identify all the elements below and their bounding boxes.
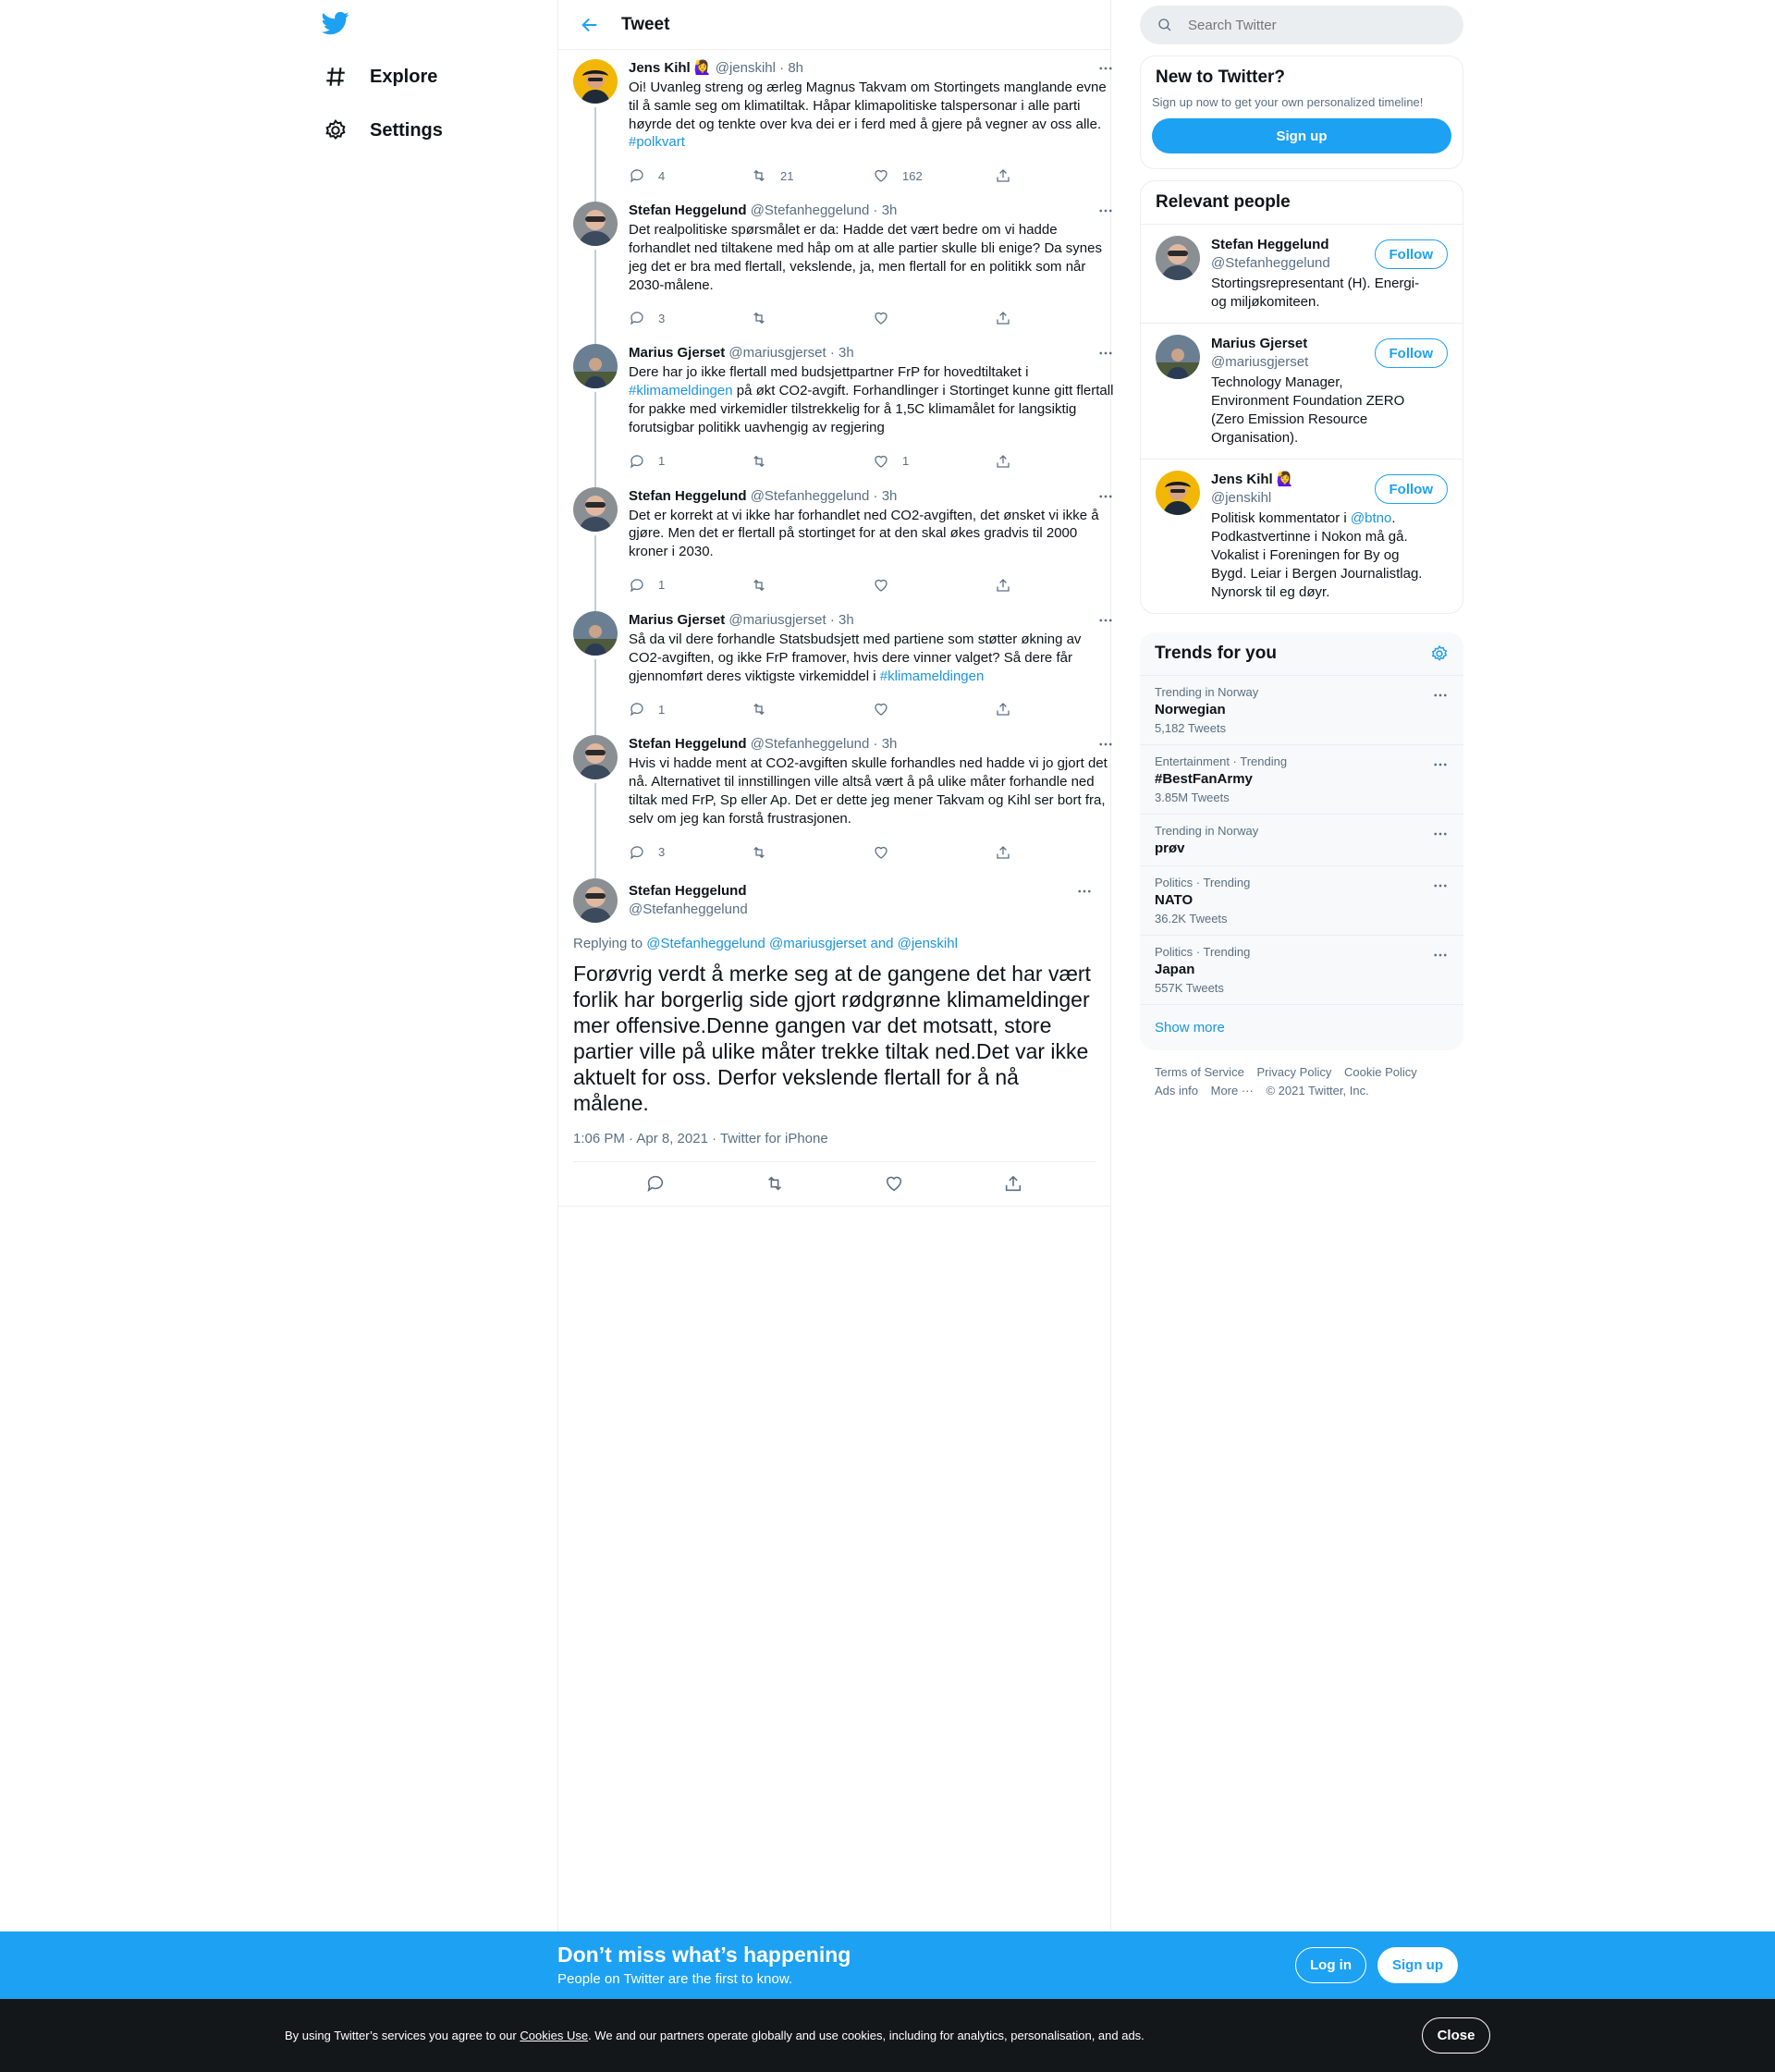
banner-subtitle: People on Twitter are the first to know.: [557, 1971, 793, 1987]
heart-icon: [884, 1173, 904, 1194]
tweet-text: [629, 363, 1117, 436]
author-handle[interactable]: @jenskihl: [715, 60, 776, 76]
share-button[interactable]: [995, 310, 1117, 326]
trend-item[interactable]: [1140, 675, 1463, 744]
trend-more-button[interactable]: [1432, 756, 1449, 778]
ellipsis-icon: [1076, 883, 1093, 900]
retweet-button[interactable]: [751, 310, 873, 326]
trend-item[interactable]: [1140, 935, 1463, 1004]
retweet-icon: [751, 167, 767, 184]
avatar[interactable]: [573, 59, 618, 104]
cookie-text: [285, 2029, 1145, 2042]
tweet-time[interactable]: · 8h: [779, 60, 804, 76]
reply-count: 4: [658, 168, 666, 183]
tweet-text: [629, 631, 1117, 685]
banner-signup-button[interactable]: Sign up: [1377, 1947, 1458, 1983]
avatar[interactable]: [573, 202, 618, 246]
like-button[interactable]: [873, 701, 995, 717]
author-handle[interactable]: @mariusgjerset: [728, 611, 826, 628]
new-to-twitter-subtitle: Sign up now to get your own personalized timeline!: [1152, 95, 1424, 109]
tweet-text: [629, 507, 1117, 561]
tweet-time[interactable]: · 3h: [873, 487, 898, 504]
person-name[interactable]: Stefan Heggelund: [1211, 237, 1329, 252]
ellipsis-icon: [1097, 202, 1114, 219]
show-more-link[interactable]: Show more: [1140, 1004, 1463, 1050]
retweet-icon: [751, 701, 767, 717]
share-icon: [995, 167, 1011, 184]
reply-button[interactable]: [645, 1173, 666, 1194]
ellipsis-icon: [1432, 756, 1449, 773]
thread-tweet[interactable]: [558, 602, 1110, 726]
like-button[interactable]: [873, 844, 995, 861]
new-to-twitter-card: [1140, 55, 1463, 169]
focused-tweet: [558, 869, 1110, 1207]
retweet-button[interactable]: [751, 844, 873, 861]
heart-icon: [873, 167, 889, 184]
retweet-button[interactable]: [751, 701, 873, 717]
share-icon: [995, 310, 1011, 326]
tweet-actions: [629, 301, 1117, 335]
thread-connector-line: [594, 250, 596, 346]
conversation-thread: [558, 50, 1114, 869]
author-handle[interactable]: @Stefanheggelund: [629, 901, 748, 917]
trend-count: 36.2K Tweets: [1155, 912, 1228, 926]
person-name[interactable]: Marius Gjerset: [1211, 336, 1308, 351]
twitter-logo-icon[interactable]: [322, 9, 353, 41]
tweet-text: [629, 79, 1117, 152]
trend-category: Entertainment · Trending: [1155, 754, 1288, 768]
author-handle[interactable]: @mariusgjerset: [728, 345, 826, 362]
trend-count: 5,182 Tweets: [1155, 721, 1227, 735]
reply-count: 3: [658, 845, 666, 860]
reply-button[interactable]: [629, 577, 751, 594]
like-button[interactable]: [873, 310, 995, 326]
right-sidebar: [1140, 0, 1463, 1113]
gear-icon: [322, 116, 349, 144]
copyright: © 2021 Twitter, Inc.: [1266, 1084, 1369, 1097]
trends-title: Trends for you: [1155, 644, 1277, 663]
close-cookie-button[interactable]: Close: [1422, 2017, 1490, 2054]
thread-tweet[interactable]: [558, 726, 1110, 868]
new-to-twitter-title: New to Twitter?: [1156, 67, 1286, 87]
retweet-button[interactable]: [751, 453, 873, 470]
signup-button[interactable]: Sign up: [1152, 118, 1451, 153]
tweet-time[interactable]: · 3h: [829, 345, 854, 362]
thread-connector-line: [594, 392, 596, 488]
main-header: [558, 0, 1110, 50]
tweet-actions: [558, 1162, 1110, 1207]
heart-icon: [873, 577, 889, 594]
tweet-text-part: Så da vil dere forhandle Statsbudsjett med partiene som støtter økning av CO2-avgiften, og ikke FrP framover, hvis dere vinner valget? Så dere får gjennomført deres viktigste virkemiddel i: [629, 631, 1082, 684]
cookie-text-before: By using Twitter’s services you agree to our: [285, 2029, 520, 2042]
login-button[interactable]: Log in: [1295, 1947, 1366, 1983]
trend-category: Trending in Norway: [1155, 824, 1259, 838]
tweet-actions: [629, 445, 1117, 478]
more-options-button[interactable]: [1095, 733, 1117, 755]
reply-count: 1: [658, 702, 666, 717]
gear-icon[interactable]: [1430, 644, 1449, 663]
share-icon: [1003, 1173, 1023, 1194]
more-options-button[interactable]: [1095, 342, 1117, 364]
author-handle[interactable]: @Stefanheggelund: [750, 202, 870, 219]
bio-text: Technology Manager, Environment Foundation ZERO (Zero Emission Resource Organisation).: [1211, 374, 1405, 446]
thread-connector-line: [594, 783, 596, 879]
more-options-button[interactable]: [1073, 880, 1096, 902]
reply-count: 3: [658, 311, 666, 325]
reply-button[interactable]: [629, 310, 751, 326]
more-options-button[interactable]: [1095, 57, 1117, 80]
retweet-button[interactable]: [751, 577, 873, 594]
relevant-person[interactable]: [1141, 323, 1463, 459]
like-button[interactable]: [873, 577, 995, 594]
follow-button[interactable]: Follow: [1375, 338, 1449, 368]
share-icon: [995, 701, 1011, 717]
tweet-text-part: Det realpolitiske spørsmålet er da: Hadde det vært bedre om vi hadde forhandlet ned tiltakene med håp om at alle partier skulle bli enige? Da synes jeg det er bra med flertall, vekslende, ja, men flertall for en politikk som når 2030-målene.: [629, 222, 1102, 293]
search-input[interactable]: [1188, 18, 1428, 33]
reply-count: 1: [658, 578, 666, 593]
tweet-text-part: Oi! Uvanleg streng og ærleg Magnus Takvam om Stortingets manglande evne til å samle seg om klimatiltak. Håpar klimapolitiske talspersonar i alle parti høyrde det og tenkte over kva dei er i ferd med å gjere på vegner av oss alle.: [629, 80, 1107, 132]
cookie-policy-link[interactable]: Cookie Policy: [1343, 1065, 1417, 1079]
hashtag-link[interactable]: #klimameldingen: [629, 383, 733, 399]
trend-category: Politics · Trending: [1155, 876, 1251, 889]
tweet-actions: [629, 836, 1117, 869]
ellipsis-icon: [1097, 60, 1114, 77]
terms-link[interactable]: Terms of Service: [1155, 1065, 1244, 1079]
trend-name: prøv: [1155, 840, 1185, 856]
tweet-text: [629, 221, 1117, 294]
avatar[interactable]: [573, 878, 618, 923]
more-link[interactable]: More ···: [1210, 1084, 1254, 1097]
avatar[interactable]: [1156, 236, 1200, 280]
like-count: 162: [902, 168, 923, 183]
like-button[interactable]: [884, 1173, 904, 1194]
bio-link[interactable]: @btno: [1350, 510, 1392, 526]
author-name[interactable]: Marius Gjerset: [629, 611, 726, 628]
thread-connector-line: [594, 107, 596, 203]
tweet-text-part: på økt CO2-avgift. Forhandlinger i Stortinget kunne gitt flertall for pakke med virkemidler tilstrekkelig for å 1,5C klimamålet for langsiktig forutsigbar politikk uavhengig av regjering: [629, 383, 1114, 435]
trend-category: Trending in Norway: [1155, 685, 1259, 699]
trend-name: Norwegian: [1155, 702, 1226, 717]
thread-tweet[interactable]: [558, 478, 1110, 602]
tweet-actions: [629, 693, 1117, 726]
privacy-link[interactable]: Privacy Policy: [1256, 1065, 1332, 1079]
trend-item[interactable]: [1140, 814, 1463, 865]
nav-settings[interactable]: [322, 107, 443, 153]
nav-explore-label: Explore: [370, 66, 438, 87]
person-bio: [1211, 275, 1424, 312]
retweet-icon: [751, 577, 767, 594]
search-box[interactable]: [1140, 6, 1463, 44]
nav-settings-label: Settings: [370, 119, 443, 141]
share-button[interactable]: [995, 844, 1117, 861]
reply-icon: [629, 167, 645, 184]
share-icon: [995, 577, 1011, 594]
relevant-people-list: [1141, 224, 1463, 613]
person-handle[interactable]: @Stefanheggelund: [1211, 255, 1330, 271]
follow-button[interactable]: Follow: [1375, 474, 1449, 504]
author-handle[interactable]: @Stefanheggelund: [750, 736, 870, 753]
cookie-banner: [0, 1999, 1775, 2072]
ellipsis-icon: [1097, 345, 1114, 362]
hashtag-link[interactable]: #polkvart: [629, 134, 685, 151]
replying-to-links[interactable]: @Stefanheggelund @mariusgjerset and @jenskihl: [646, 935, 958, 951]
retweet-icon: [751, 453, 767, 470]
person-emoji: 🙋‍♀️: [1276, 472, 1294, 487]
banner-title: Don’t miss what’s happening: [557, 1943, 851, 1967]
replying-prefix: Replying to: [573, 935, 647, 951]
follow-button[interactable]: Follow: [1375, 239, 1449, 269]
tweet-text-part: Det er korrekt at vi ikke har forhandlet ned CO2-avgiften, det ønsket vi ikke å gjøre. Men det er flertall på stortinget for at den skal økes gradvis til 2000 kroner i 2030.: [629, 507, 1099, 560]
retweet-button[interactable]: [765, 1173, 785, 1194]
tweet-text: [629, 754, 1117, 828]
tweet-timestamp[interactable]: 1:06 PM · Apr 8, 2021 · Twitter for iPhone: [573, 1131, 1096, 1162]
trend-item[interactable]: [1140, 865, 1463, 935]
reply-button[interactable]: [629, 167, 751, 184]
avatar[interactable]: [1156, 471, 1200, 515]
heart-icon: [873, 701, 889, 717]
relevant-people-card: [1140, 180, 1463, 614]
person-bio: [1211, 374, 1424, 448]
ellipsis-icon: [1097, 488, 1114, 505]
retweet-icon: [765, 1173, 785, 1194]
ellipsis-icon: [1432, 826, 1449, 842]
trend-name: NATO: [1155, 892, 1194, 908]
person-bio: [1211, 509, 1424, 602]
reply-icon: [645, 1173, 666, 1194]
retweet-button[interactable]: [751, 167, 873, 184]
ellipsis-icon: [1097, 736, 1114, 753]
ellipsis-icon: [1432, 687, 1449, 704]
avatar[interactable]: [573, 611, 618, 656]
arrow-left-icon: [580, 15, 600, 35]
reply-icon: [629, 310, 645, 326]
tweet-actions: [629, 159, 1117, 192]
tweet-text-part: Dere har jo ikke flertall med budsjettpartner FrP for hovedtiltaket i: [629, 364, 1029, 381]
bio-text: Stortingsrepresentant (H). Energi- og miljøkomiteen.: [1211, 276, 1420, 310]
author-emoji: 🙋‍♀️: [693, 60, 712, 76]
cookies-use-link[interactable]: Cookies Use: [520, 2029, 589, 2042]
bio-text: Politisk kommentator i: [1211, 510, 1351, 526]
trend-name: #BestFanArmy: [1155, 771, 1253, 787]
person-name[interactable]: Jens Kihl: [1211, 472, 1273, 487]
author-name[interactable]: Stefan Heggelund: [629, 487, 747, 504]
relevant-person[interactable]: [1141, 224, 1463, 323]
share-button[interactable]: [1003, 1173, 1023, 1194]
thread-tweet[interactable]: [558, 192, 1110, 335]
search-icon: [1157, 17, 1173, 33]
author-name[interactable]: Stefan Heggelund: [629, 736, 747, 753]
bio-text: . Podkastvertinne i Nokon må gå. Vokalist i Foreningen for By og Bygd. Leiar i Bergen Journalistlag. Nynorsk til eg døyr.: [1211, 510, 1423, 600]
avatar[interactable]: [573, 735, 618, 779]
reply-count: 1: [658, 454, 666, 469]
tweet-time[interactable]: · 3h: [873, 202, 898, 219]
trend-more-button[interactable]: [1432, 947, 1449, 968]
heart-icon: [873, 844, 889, 861]
heart-icon: [873, 310, 889, 326]
relevant-people-title: Relevant people: [1156, 192, 1291, 212]
tweet-text-part: Hvis vi hadde ment at CO2-avgiften skulle forhandles ned hadde vi jo gjort det nå. Alternativet til innstillingen ville altså vært å på ulike måter forhandle ned tiltak med FrP, Sp eller Ap. Det er dette jeg mener Takvam og Kihl ser bort fra, selv om jeg kan forstå frustrasjonen.: [629, 755, 1108, 827]
ellipsis-icon: [1097, 612, 1114, 629]
trend-item[interactable]: [1140, 744, 1463, 814]
retweet-icon: [751, 310, 767, 326]
like-count: 1: [902, 454, 910, 469]
more-options-button[interactable]: [1095, 609, 1117, 631]
author-name[interactable]: Jens Kihl: [629, 60, 691, 76]
more-options-button[interactable]: [1095, 200, 1117, 222]
retweet-count: 21: [780, 168, 794, 183]
reply-icon: [629, 701, 645, 717]
share-button[interactable]: [995, 701, 1117, 717]
reply-button[interactable]: [629, 453, 751, 470]
retweet-icon: [751, 844, 767, 861]
share-icon: [995, 844, 1011, 861]
more-options-button[interactable]: [1095, 485, 1117, 508]
author-name[interactable]: Marius Gjerset: [629, 345, 726, 362]
relevant-person[interactable]: [1141, 459, 1463, 613]
nav-explore[interactable]: [322, 54, 437, 100]
thread-connector-line: [594, 535, 596, 613]
reply-button[interactable]: [629, 701, 751, 717]
page-title: Tweet: [621, 14, 670, 34]
author-handle[interactable]: @Stefanheggelund: [750, 487, 870, 504]
hashtag-link[interactable]: #klimameldingen: [879, 668, 985, 684]
heart-icon: [873, 453, 889, 470]
avatar[interactable]: [573, 487, 618, 532]
tweet-actions: [629, 569, 1117, 602]
like-button[interactable]: [873, 167, 995, 184]
share-button[interactable]: [995, 577, 1117, 594]
share-icon: [995, 453, 1011, 470]
trend-name: Japan: [1155, 962, 1195, 977]
replying-to: [573, 936, 1096, 951]
thread-connector-line: [594, 659, 596, 737]
like-button[interactable]: [873, 453, 995, 470]
reply-icon: [629, 577, 645, 594]
trend-more-button[interactable]: [1432, 687, 1449, 708]
trend-more-button[interactable]: [1432, 877, 1449, 899]
back-button[interactable]: [573, 8, 606, 42]
trend-more-button[interactable]: [1432, 826, 1449, 847]
author-name[interactable]: Stefan Heggelund: [629, 202, 747, 219]
thread-tweet[interactable]: [558, 335, 1114, 477]
reply-icon: [629, 453, 645, 470]
tweet-time[interactable]: · 3h: [829, 611, 854, 628]
share-button[interactable]: [995, 453, 1117, 470]
share-button[interactable]: [995, 167, 1117, 184]
thread-tweet[interactable]: [558, 50, 1110, 192]
trend-category: Politics · Trending: [1155, 945, 1251, 959]
reply-icon: [629, 844, 645, 861]
cookie-text-after: . We and our partners operate globally and use cookies, including for analytics, personalisation, and ads.: [588, 2029, 1145, 2042]
author-name[interactable]: Stefan Heggelund: [629, 882, 747, 899]
person-handle[interactable]: @mariusgjerset: [1211, 354, 1309, 370]
trends-list: [1140, 675, 1463, 1004]
trends-card: [1140, 632, 1463, 1050]
reply-button[interactable]: [629, 844, 751, 861]
trend-count: 557K Tweets: [1155, 981, 1224, 995]
ads-info-link[interactable]: Ads info: [1155, 1084, 1198, 1097]
hashtag-icon: [322, 63, 349, 91]
avatar[interactable]: [573, 344, 618, 388]
tweet-text: Forøvrig verdt å merke seg at de gangene det har vært forlik har borgerlig side gjort rødgrønne klimameldinger mer offensive.Denne gangen var det motsatt, store partier ville på ulike måter trekke tiltak ned.Det var ikke aktuelt for oss. Derfor vekslende flertall for å nå målene.: [573, 961, 1091, 1115]
avatar[interactable]: [1156, 335, 1200, 379]
ellipsis-icon: [1432, 947, 1449, 963]
tweet-time[interactable]: · 3h: [873, 736, 898, 753]
signup-banner: [0, 1931, 1775, 1999]
person-handle[interactable]: @jenskihl: [1211, 490, 1272, 506]
main-column: [557, 0, 1114, 1932]
trend-count: 3.85M Tweets: [1155, 791, 1230, 804]
footer-links: [1140, 1050, 1463, 1113]
ellipsis-icon: [1432, 877, 1449, 894]
